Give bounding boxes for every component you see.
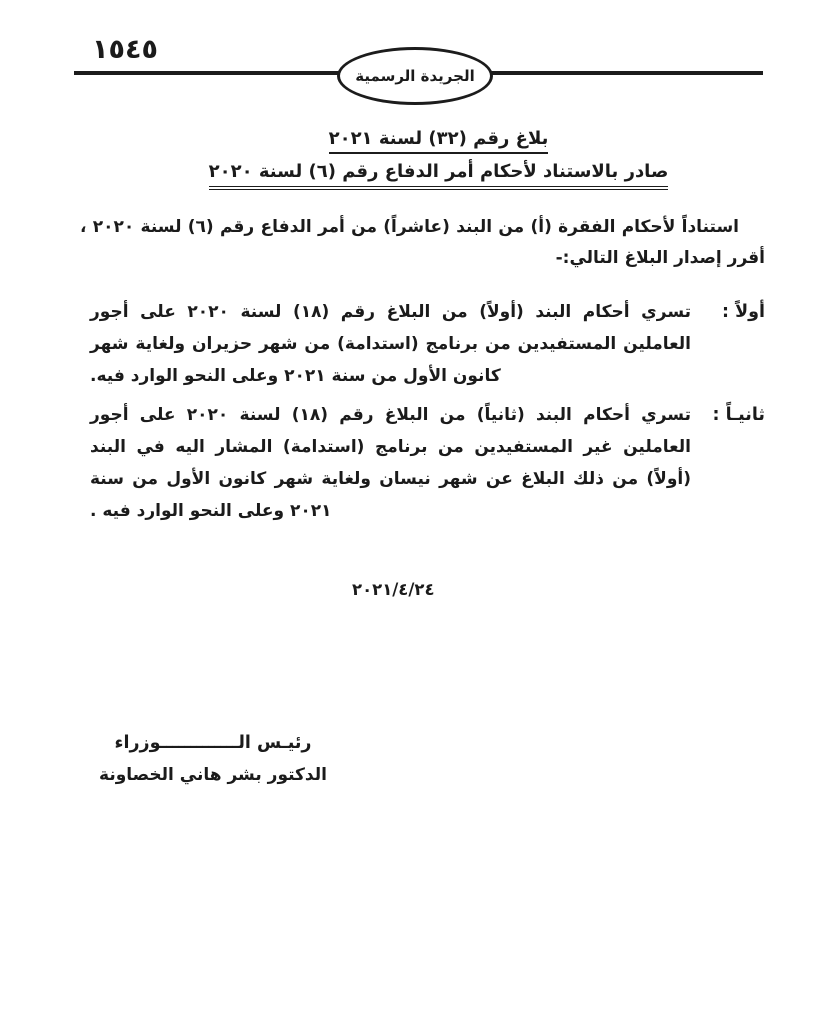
- communique-title: بلاغ رقم (٣٢) لسنة ٢٠٢١: [329, 128, 549, 154]
- issue-date: ٢٠٢١/٤/٢٤: [352, 580, 435, 599]
- gazette-name: الجريدة الرسمية: [355, 67, 475, 85]
- clause-second-text: تسري أحكام البند (ثانياً) من البلاغ رقم (١٨) لسنة ٢٠٢٠ على أجور العاملين غير المستفيدين من برنامج (استدامة) المشار اليه في البند (أولاً) من ذلك البلاغ عن شهر نيسان ولغاية شهر كانون الأول من سنة ٢٠٢١ وعلى النحو الوارد فيه .: [90, 405, 691, 521]
- signer-title: رئيـس الـــــــــــــوزراء: [114, 733, 312, 753]
- communique-subtitle: صادر بالاستناد لأحكام أمر الدفاع رقم (٦) لسنة ٢٠٢٠: [209, 161, 669, 190]
- communique-title-block: [40, 128, 837, 190]
- clause-first-label: أولاً :: [722, 302, 765, 322]
- clause-second: [90, 399, 765, 527]
- clause-first-text: تسري أحكام البند (أولاً) من البلاغ رقم (١٨) لسنة ٢٠٢٠ على أجور العاملين المستفيدين من برنامج (استدامة) من شهر حزيران ولغاية شهر كانون الأول من سنة ٢٠٢١ وعلى النحو الوارد فيه.: [90, 302, 691, 386]
- signature-block: [82, 727, 344, 791]
- clause-first: [90, 296, 765, 392]
- intro-paragraph: استناداً لأحكام الفقرة (أ) من البند (عاشراً) من أمر الدفاع رقم (٦) لسنة ٢٠٢٠ ، أقرر إصدار البلاغ التالي:-: [80, 217, 765, 268]
- gazette-seal: [337, 47, 493, 105]
- page-number: ١٥٤٥: [92, 34, 158, 65]
- signer-name: الدكتور بشر هاني الخصاونة: [99, 765, 327, 785]
- clause-second-label: ثانيـاً :: [712, 405, 765, 425]
